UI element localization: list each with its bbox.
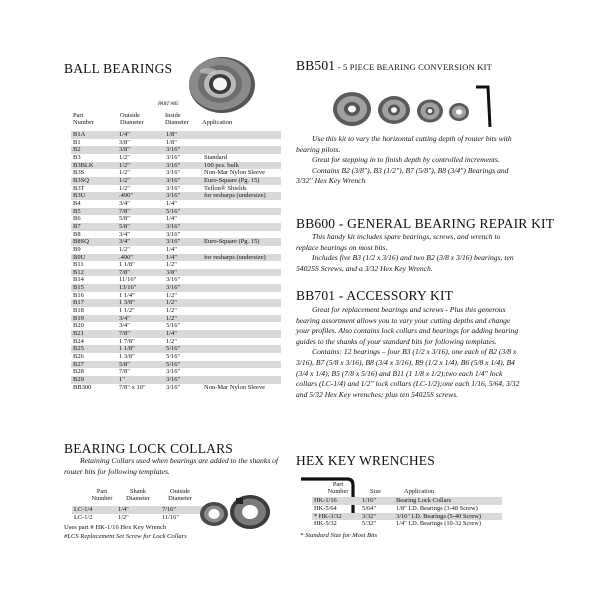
outside-diameter-cell: 1 7/8" — [119, 337, 135, 345]
inside-diameter-cell: 1/4" — [164, 254, 202, 262]
hk-part-cell: HK-1/16 — [312, 497, 360, 505]
application-cell: Standard — [204, 153, 228, 161]
lc-outside-cell: 11/16" — [162, 513, 179, 521]
outside-diameter-cell: 3/8" — [119, 138, 130, 146]
bearing-row — [71, 353, 281, 361]
part-number-cell: B26 — [73, 353, 84, 361]
hk-application-cell: 1/4" I.D. Bearings (10-32 Screw) — [396, 520, 481, 528]
application-cell — [202, 215, 281, 223]
outside-diameter-cell: 7/8" — [117, 330, 164, 338]
inside-diameter-cell: 3/16" — [164, 223, 202, 231]
inside-diameter-cell: 3/16" — [166, 230, 181, 238]
inside-diameter-cell: 1/8" — [164, 131, 202, 139]
part-number-cell: B8 — [73, 230, 81, 238]
application-cell — [202, 131, 281, 139]
bearing-row — [71, 177, 281, 185]
lock-collar-row — [72, 514, 204, 522]
inside-diameter-cell: 3/16" — [164, 192, 202, 200]
header-application: Application — [202, 119, 233, 126]
hk-size-cell: 1/16" — [360, 497, 394, 505]
inside-diameter-cell: 5/16" — [164, 361, 202, 369]
application-cell — [202, 208, 281, 216]
bearing-row — [71, 146, 281, 154]
part-number-cell: B16 — [73, 291, 84, 299]
hk-header-number: Number — [327, 488, 349, 496]
part-number-cell: B3 — [73, 153, 81, 161]
part-number-cell: B3SQ — [71, 177, 117, 185]
inside-diameter-cell: 5/16" — [164, 208, 202, 216]
inside-diameter-cell: 1/2" — [166, 261, 177, 269]
lc-part-cell: LC-1/4 — [72, 506, 116, 514]
header-inside-diameter: Diameter — [165, 119, 189, 127]
lock-collars-title: BEARING LOCK COLLARS — [64, 441, 234, 456]
outside-diameter-cell: 7/8" — [117, 208, 164, 216]
application-cell — [202, 307, 281, 315]
inside-diameter-cell: 1/2" — [164, 315, 202, 323]
inside-diameter-cell: 1/4" — [166, 215, 177, 223]
inside-diameter-cell: 5/16" — [166, 322, 181, 330]
inside-diameter-cell: 3/16" — [164, 284, 202, 292]
lc-header-shank-diameter: Diameter — [126, 495, 150, 503]
bearing-row — [71, 299, 281, 307]
ball-bearings-title: BALL BEARINGS — [64, 61, 173, 76]
bb501-p2: Great for stepping in to finish depth by controlled increments. — [312, 155, 500, 165]
inside-diameter-cell: 3/8" — [164, 269, 202, 277]
bearing-row — [71, 139, 281, 147]
bearing-row — [71, 376, 281, 384]
application-cell — [202, 338, 281, 346]
bb701-body — [296, 305, 524, 400]
bb501-body — [296, 134, 524, 187]
hk-size-cell: 3/32" — [360, 513, 394, 521]
hk-application-cell: 3/16" I.D. Bearings (5-40 Screw) — [394, 513, 502, 521]
inside-diameter-cell: 1/4" — [164, 330, 202, 338]
outside-diameter-cell: 1/2" — [119, 153, 130, 161]
bearing-row — [71, 192, 281, 200]
bearing-image — [186, 55, 256, 115]
application-cell: Euro-Square (Pg. 15) — [202, 238, 281, 246]
header-inside: Inside — [165, 112, 181, 119]
bearing-row — [71, 292, 281, 300]
outside-diameter-cell: 7/8" — [119, 368, 130, 376]
bearing-row — [71, 345, 281, 353]
application-cell — [202, 376, 281, 384]
bearing-row — [71, 384, 281, 392]
bearing-row — [71, 231, 281, 239]
application-cell — [202, 299, 281, 307]
part-number-cell: B17 — [71, 299, 117, 307]
bearing-row — [71, 200, 281, 208]
application-cell — [202, 322, 281, 330]
hk-header-size: Size — [370, 488, 382, 495]
inside-diameter-cell: 1/4" — [166, 245, 177, 253]
lock-collar-row — [72, 506, 204, 514]
application-cell: Teflon® Shields — [204, 184, 247, 192]
outside-diameter-cell: 1 3/8" — [119, 353, 135, 361]
application-cell — [202, 361, 281, 369]
outside-diameter-cell: 1 3/8" — [117, 299, 164, 307]
part-number-cell: B14 — [73, 276, 84, 284]
outside-diameter-cell: 1/4" — [117, 131, 164, 139]
bearing-row — [71, 315, 281, 323]
inside-diameter-cell: 3/16" — [166, 368, 181, 376]
lc-header-shank: Shank — [130, 488, 146, 495]
inside-diameter-cell: 1/2" — [164, 299, 202, 307]
part-number-cell: B8SQ — [71, 238, 117, 246]
bearing-row — [71, 338, 281, 346]
inside-diameter-cell: 3/16" — [164, 162, 202, 170]
part-number-cell: B21 — [71, 330, 117, 338]
bearing-row — [71, 284, 281, 292]
outside-diameter-cell: 3/4" — [119, 322, 130, 330]
part-number-cell: B1A — [71, 131, 117, 139]
part-number-cell: B15 — [71, 284, 117, 292]
part-number-cell: B18 — [73, 307, 84, 315]
inside-diameter-cell: 1/2" — [166, 307, 177, 315]
outside-diameter-cell: 7/8" — [117, 269, 164, 277]
inside-diameter-cell: 5/16" — [164, 345, 202, 353]
lc-shank-cell: 1/2" — [118, 513, 129, 521]
outside-diameter-cell: 1/2" — [117, 162, 164, 170]
outside-diameter-cell: 1/2" — [119, 184, 130, 192]
bearing-image-caption: PART #B5 — [158, 102, 179, 107]
lock-collars-note-2: #LCS Replacement Set Screw for Lock Collars — [64, 533, 187, 540]
outside-diameter-cell: 3/8" — [117, 146, 164, 154]
bb501-title-code: BB501 — [296, 58, 336, 73]
outside-diameter-cell: 3/4" — [119, 199, 130, 207]
part-number-cell: B1 — [73, 138, 81, 146]
bb501-title — [296, 58, 492, 74]
hex-key-row — [312, 520, 502, 528]
inside-diameter-cell: 3/16" — [164, 238, 202, 246]
part-number-cell: B25 — [71, 345, 117, 353]
bearing-row — [71, 261, 281, 269]
part-number-cell: B9 — [73, 245, 81, 253]
bb600-p1: This handy kit includes spare bearings, screws, and wrench to replace bearings on most bits. — [296, 232, 501, 252]
part-number-cell: B11 — [73, 261, 84, 269]
part-number-cell: B27 — [71, 361, 117, 369]
lc-header-outside: Outside — [170, 488, 190, 495]
lc-header-number: Number — [91, 495, 113, 503]
outside-diameter-cell: 5/8" — [119, 215, 130, 223]
hk-part-cell: HK-5/32 — [314, 520, 337, 528]
inside-diameter-cell: 1/2" — [166, 291, 177, 299]
outside-diameter-cell: 5/8" — [117, 223, 164, 231]
hk-part-cell: HK-5/64 — [314, 504, 337, 512]
bb501-p1: Use this kit to vary the horizontal cutting depth of router bits with bearing pilots. — [296, 134, 512, 154]
part-number-cell: B24 — [73, 337, 84, 345]
hk-application-cell: 1/8" I.D. Bearings (3-48 Screw) — [396, 504, 478, 512]
application-cell — [202, 269, 281, 277]
application-cell: 100 pcs. bulk — [202, 162, 281, 170]
inside-diameter-cell: 1/4" — [166, 199, 177, 207]
bearing-row — [71, 162, 281, 170]
part-number-cell: B5 — [71, 208, 117, 216]
header-outside: Outside — [120, 112, 140, 119]
bearing-row — [71, 322, 281, 330]
outside-diameter-cell: .490" — [117, 254, 164, 262]
bb701-p2: Contains: 12 bearings – four B3 (1/2 x 3/16), one each of B2 (3/8 x 3/16), B7 (5/8 x 3/16), B8 (3/4 x 3/16), B9 (1/2 x 1/4), B6 (5/8 x 1/4), B4 (3/4 x 1/4), B5 (7/8 x 5/16) and B11 (1 1/8 x 1/2);two each 1/4" lock collars (LC-1/4) and 1/2" lock collars (LC-1/2);one each 1/16, 5/64, 3/32 and 5/32 Hex Key wrenches; plus ten 54025S screws. — [296, 347, 520, 399]
part-number-cell: B7 — [71, 223, 117, 231]
bb600-body — [296, 232, 524, 274]
lc-outside-cell: 7/16" — [160, 506, 204, 514]
hex-keys-title: HEX KEY WRENCHES — [296, 453, 435, 468]
bb701-p1: Great for replacement bearings and screws - Plus this generous bearing assortment allows you to vary your cutting depths and change your profiles. Also contains lock collars and bearings for adding bearing guides to the shanks of your standard bits for following templates. — [296, 305, 519, 346]
part-number-cell: B6 — [73, 215, 81, 223]
header-part: Part — [73, 112, 84, 119]
inside-diameter-cell: 5/16" — [166, 353, 181, 361]
bearing-row — [71, 330, 281, 338]
hk-size-cell: 5/64" — [362, 504, 376, 512]
lc-shank-cell: 1/4" — [116, 506, 160, 514]
bearing-row — [71, 238, 281, 246]
part-number-cell: B9U — [71, 254, 117, 262]
outside-diameter-cell: 1 1/4" — [119, 291, 135, 299]
outside-diameter-cell: 1/2" — [119, 169, 130, 177]
hex-key-row — [312, 513, 502, 521]
bearing-row — [71, 223, 281, 231]
lc-header-part: Part — [96, 488, 108, 495]
application-cell — [202, 200, 281, 208]
part-number-cell: B20 — [73, 322, 84, 330]
inside-diameter-cell: 3/16" — [164, 177, 202, 185]
bearing-row — [71, 361, 281, 369]
application-cell — [202, 330, 281, 338]
application-cell: Euro-Square (Pg. 15) — [202, 177, 281, 185]
inside-diameter-cell: 3/16" — [166, 169, 181, 177]
bb600-title: BB600 - GENERAL BEARING REPAIR KIT — [296, 216, 555, 231]
bearing-row — [71, 185, 281, 193]
part-number-cell: B3BLK — [71, 162, 117, 170]
outside-diameter-cell: 3/4" — [119, 230, 130, 238]
bearing-row — [71, 215, 281, 223]
application-cell — [202, 146, 281, 154]
part-number-cell: B4 — [73, 199, 81, 207]
hex-key-row — [312, 497, 502, 505]
outside-diameter-cell: 1 1/2" — [119, 307, 135, 315]
bearing-row — [71, 208, 281, 216]
hk-header-part: Part — [332, 481, 344, 488]
lc-header-outside-diameter: Diameter — [168, 495, 192, 503]
inside-diameter-cell: 3/16" — [166, 184, 181, 192]
bearing-row — [71, 154, 281, 162]
lock-collars-table — [72, 506, 204, 522]
lc-part-cell: LC-1/2 — [74, 513, 93, 521]
header-diameter: Diameter — [120, 119, 144, 127]
hex-keys-footnote: * Standard Size for Most Bits — [300, 532, 378, 539]
outside-diameter-cell: 1 1/8" — [117, 345, 164, 353]
hk-header-application: Application — [404, 488, 435, 495]
bb600-p2: Includes five B3 (1/2 x 3/16) and two B2 (3/8 x 3/16) bearings, ten 54025S Screws, and a 3/32 Hex Key Wrench. — [296, 253, 514, 273]
hk-application-cell: Bearing Lock Collars — [394, 497, 502, 505]
outside-diameter-cell: 1" — [117, 376, 164, 384]
part-number-cell: B19 — [71, 315, 117, 323]
application-cell: for resharps (undersize) — [202, 254, 281, 262]
bearing-row — [71, 368, 281, 376]
outside-diameter-cell: 1/2" — [119, 245, 130, 253]
header-number: Number — [73, 119, 94, 127]
bearing-row — [71, 269, 281, 277]
application-cell — [202, 345, 281, 353]
inside-diameter-cell: 3/16" — [164, 146, 202, 154]
outside-diameter-cell: 3/4" — [117, 315, 164, 323]
application-cell: Non-Mar Nylon Sleeve — [204, 383, 266, 391]
outside-diameter-cell: 1/2" — [117, 177, 164, 185]
application-cell: Non-Mar Nylon Sleeve — [204, 169, 266, 177]
hk-size-cell: 5/32" — [362, 520, 376, 528]
application-cell — [202, 276, 281, 284]
application-cell — [202, 246, 281, 254]
outside-diameter-cell: 7/8" x 10" — [119, 383, 146, 391]
part-number-cell: B2 — [71, 146, 117, 154]
application-cell — [202, 292, 281, 300]
application-cell — [202, 284, 281, 292]
bb701-title: BB701 - ACCESSORY KIT — [296, 288, 454, 303]
application-cell — [202, 261, 281, 269]
hk-part-cell: * HK-3/32 — [312, 513, 360, 521]
outside-diameter-cell: 11/16" — [119, 276, 137, 284]
application-cell — [202, 353, 281, 361]
bb501-title-sub: - 5 PIECE BEARING CONVERSION KIT — [335, 62, 493, 72]
bearing-row — [71, 246, 281, 254]
inside-diameter-cell: 1/2" — [166, 337, 177, 345]
application-cell — [202, 223, 281, 231]
bearing-kit-image — [328, 79, 498, 131]
outside-diameter-cell: 13/16" — [117, 284, 164, 292]
lock-collars-intro: Retaining Collars used when bearings are added to the shanks of router bits for following templates. — [64, 456, 278, 476]
part-number-cell: B29 — [71, 376, 117, 384]
hex-keys-table — [312, 497, 502, 528]
bearing-row — [71, 276, 281, 284]
lock-collar-image — [196, 490, 276, 540]
bearing-row — [71, 307, 281, 315]
part-number-cell: B3T — [73, 184, 85, 192]
application-cell: for resharps (undersize) — [202, 192, 281, 200]
outside-diameter-cell: 3/4" — [117, 238, 164, 246]
application-cell — [202, 368, 281, 376]
application-cell — [202, 315, 281, 323]
inside-diameter-cell: 1/8" — [166, 138, 177, 146]
application-cell — [202, 139, 281, 147]
inside-diameter-cell: 3/16" — [166, 153, 181, 161]
bearing-row — [71, 169, 281, 177]
outside-diameter-cell: .490" — [117, 192, 164, 200]
outside-diameter-cell: 1 1/8" — [119, 261, 135, 269]
ball-bearings-table — [71, 131, 281, 391]
hex-key-row — [312, 505, 502, 513]
part-number-cell: B3U — [71, 192, 117, 200]
part-number-cell: B28 — [73, 368, 84, 376]
bearing-row — [71, 131, 281, 139]
outside-diameter-cell: 5/8" — [117, 361, 164, 369]
lock-collars-note-1: Uses part # HK-1/16 Hex Key Wrench — [64, 524, 167, 531]
bb501-p3: Contains B2 (3/8"), B3 (1/2"), B7 (5/8"), B8 (3/4") Bearings and 3/32" Hex Key Wrench — [296, 165, 509, 186]
inside-diameter-cell: 3/16" — [164, 376, 202, 384]
part-number-cell: B3S — [73, 169, 85, 177]
application-cell — [202, 231, 281, 239]
part-number-cell: BB300 — [73, 383, 92, 391]
inside-diameter-cell: 3/16" — [166, 383, 181, 391]
part-number-cell: B12 — [71, 269, 117, 277]
inside-diameter-cell: 3/16" — [166, 276, 181, 284]
bearing-row — [71, 254, 281, 262]
